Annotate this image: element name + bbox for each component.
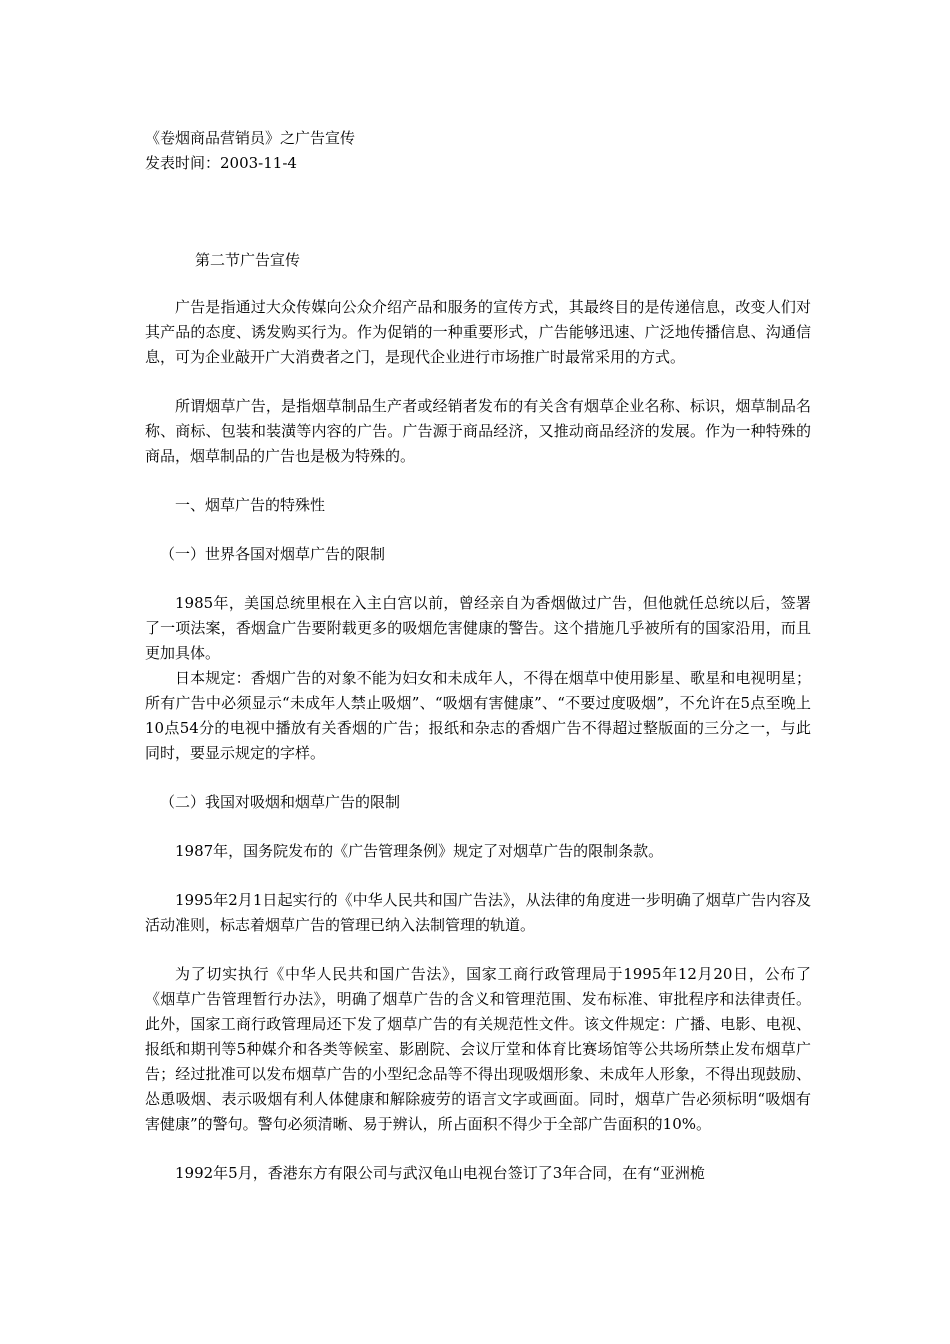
section-title: 第二节广告宣传	[195, 251, 301, 269]
paragraph: 1995年2月1日起实行的《中华人民共和国广告法》，从法律的角度进一步明确了烟草广告内容及活动准则，标志着烟草广告的管理已纳入法制管理的轨道。	[145, 891, 811, 934]
document-title: 《卷烟商品营销员》之广告宣传	[145, 129, 356, 147]
heading-1: 一、烟草广告的特殊性	[175, 496, 326, 514]
paragraph: 1985年，美国总统里根在入主白宫以前，曾经亲自为香烟做过广告，但他就任总统以后，签署了一项法案，香烟盒广告要附载更多的吸烟危害健康的警告。这个措施几乎被所有的国家沿用，而且更加具体。	[145, 594, 811, 662]
heading-1-2: （二）我国对吸烟和烟草广告的限制	[160, 793, 401, 811]
paragraph: 1992年5月，香港东方有限公司与武汉龟山电视台签订了3年合同，在有“亚洲桅	[175, 1164, 705, 1182]
paragraph: 广告是指通过大众传媒向公众介绍产品和服务的宣传方式，其最终目的是传递信息，改变人们对其产品的态度、诱发购买行为。作为促销的一种重要形式，广告能够迅速、广泛地传播信息、沟通信息，可为企业敲开广大消费者之门，是现代企业进行市场推广时最常采用的方式。	[145, 298, 811, 366]
paragraph: 为了切实执行《中华人民共和国广告法》，国家工商行政管理局于1995年12月20日，公布了《烟草广告管理暂行办法》，明确了烟草广告的含义和管理范围、发布标准、审批程序和法律责任。此外，国家工商行政管理局还下发了烟草广告的有关规范性文件。该文件规定：广播、电影、电视、报纸和期刊等5种媒介和各类等候室、影剧院、会议厅堂和体育比赛场馆等公共场所禁止发布烟草广告；经过批准可以发布烟草广告的小型纪念品等不得出现吸烟形象、未成年人形象，不得出现鼓励、怂恿吸烟、表示吸烟有利人体健康和解除疲劳的语言文字或画面。同时，烟草广告必须标明“吸烟有害健康”的警句。警句必须清晰、易于辨认，所占面积不得少于全部广告面积的10%。	[145, 965, 811, 1133]
paragraph: 所谓烟草广告，是指烟草制品生产者或经销者发布的有关含有烟草企业名称、标识，烟草制品名称、商标、包装和装潢等内容的广告。广告源于商品经济，又推动商品经济的发展。作为一种特殊的商品，烟草制品的广告也是极为特殊的。	[145, 397, 811, 465]
paragraph: 1987年，国务院发布的《广告管理条例》规定了对烟草广告的限制条款。	[175, 842, 664, 860]
publish-date: 发表时间：2003-11-4	[145, 154, 297, 172]
paragraph: 日本规定：香烟广告的对象不能为妇女和未成年人，不得在烟草中使用影星、歌星和电视明星；所有广告中必须显示“未成年人禁止吸烟”、“吸烟有害健康”、“不要过度吸烟”，不允许在5点至晚上10点54分的电视中播放有关香烟的广告；报纸和杂志的香烟广告不得超过整版面的三分之一，与此同时，要显示规定的字样。	[145, 669, 811, 762]
document-page	[145, 126, 811, 1186]
heading-1-1: （一）世界各国对烟草广告的限制	[160, 545, 386, 563]
